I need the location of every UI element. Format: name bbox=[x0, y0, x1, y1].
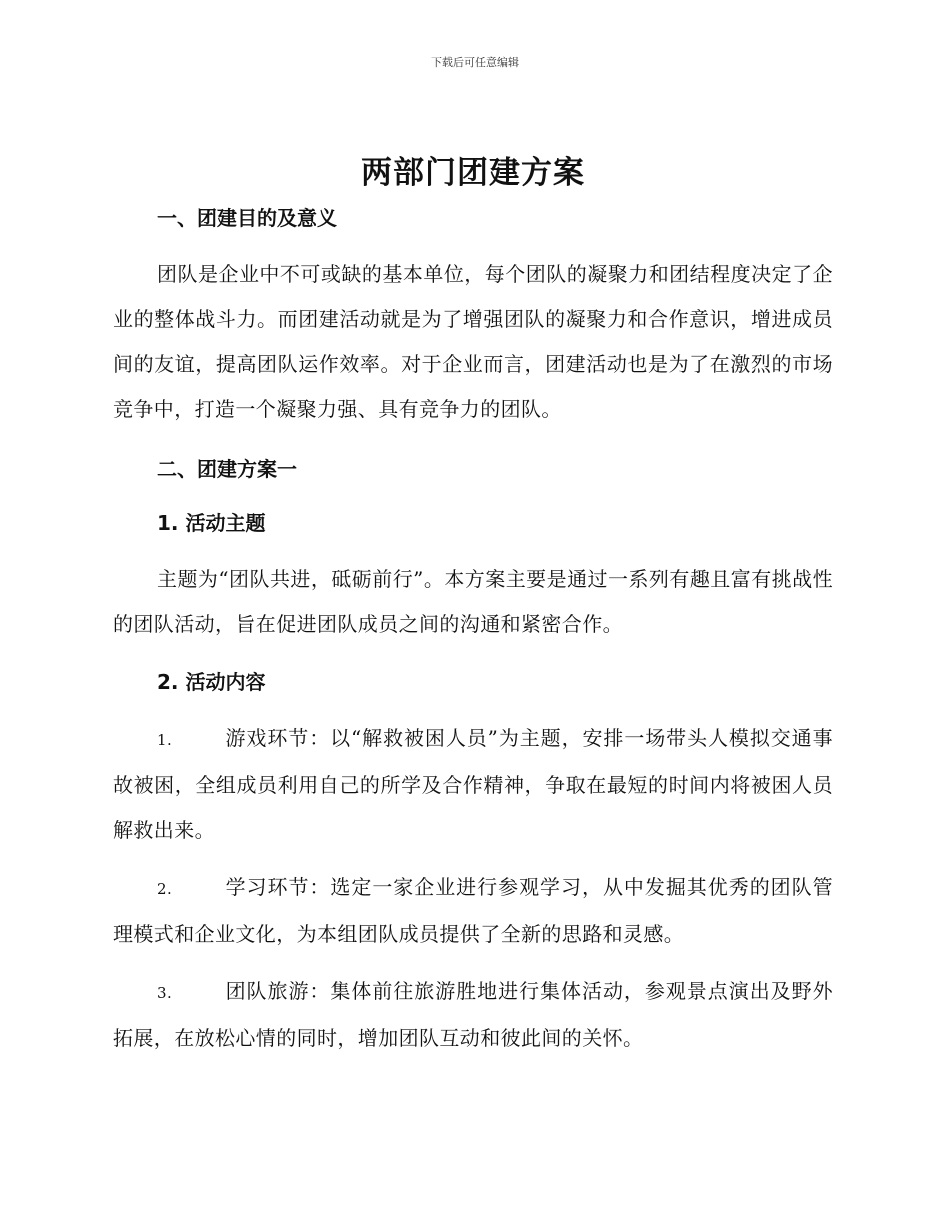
section-heading-plan-one: 二、团建方案一 bbox=[157, 457, 297, 481]
document-title: 两部门团建方案 bbox=[361, 155, 585, 191]
list-item-text: 游戏环节：以“解救被困人员”为主题，安排一场带头人模拟交通事故被困，全组成员利用自己的所学及合作精神，争取在最短的时间内将被困人员解救出来。 bbox=[113, 726, 833, 842]
list-item-number: 2. bbox=[157, 880, 173, 898]
list-item-text: 团队旅游：集体前往旅游胜地进行集体活动，参观景点演出及野外拓展，在放松心情的同时，增加团队互动和彼此间的关怀。 bbox=[113, 979, 833, 1050]
list-item-number: 3. bbox=[157, 984, 173, 1002]
list-item-text: 学习环节：选定一家企业进行参观学习，从中发掘其优秀的团队管理模式和企业文化，为本组团队成员提供了全新的思路和灵感。 bbox=[113, 875, 833, 946]
subheading-activity-content: 2. 活动内容 bbox=[157, 670, 266, 694]
section-heading-purpose: 一、团建目的及意义 bbox=[157, 206, 337, 230]
header-note: 下载后可任意编辑 bbox=[431, 56, 519, 69]
list-item bbox=[113, 716, 833, 853]
paragraph-purpose: 团队是企业中不可或缺的基本单位，每个团队的凝聚力和团结程度决定了企业的整体战斗力。而团建活动就是为了增强团队的凝聚力和合作意识，增进成员间的友谊，提高团队运作效率。对于企业而言，团建活动也是为了在激烈的市场竞争中，打造一个凝聚力强、具有竞争力的团队。 bbox=[113, 262, 833, 421]
subheading-activity-theme: 1. 活动主题 bbox=[157, 511, 266, 535]
paragraph-activity-theme: 主题为“团队共进，砥砺前行”。本方案主要是通过一系列有趣且富有挑战性的团队活动，旨在促进团队成员之间的沟通和紧密合作。 bbox=[113, 567, 833, 636]
list-item-number: 1. bbox=[157, 731, 173, 749]
document-body bbox=[113, 148, 833, 1061]
list-item bbox=[113, 865, 833, 957]
list-item bbox=[113, 969, 833, 1061]
